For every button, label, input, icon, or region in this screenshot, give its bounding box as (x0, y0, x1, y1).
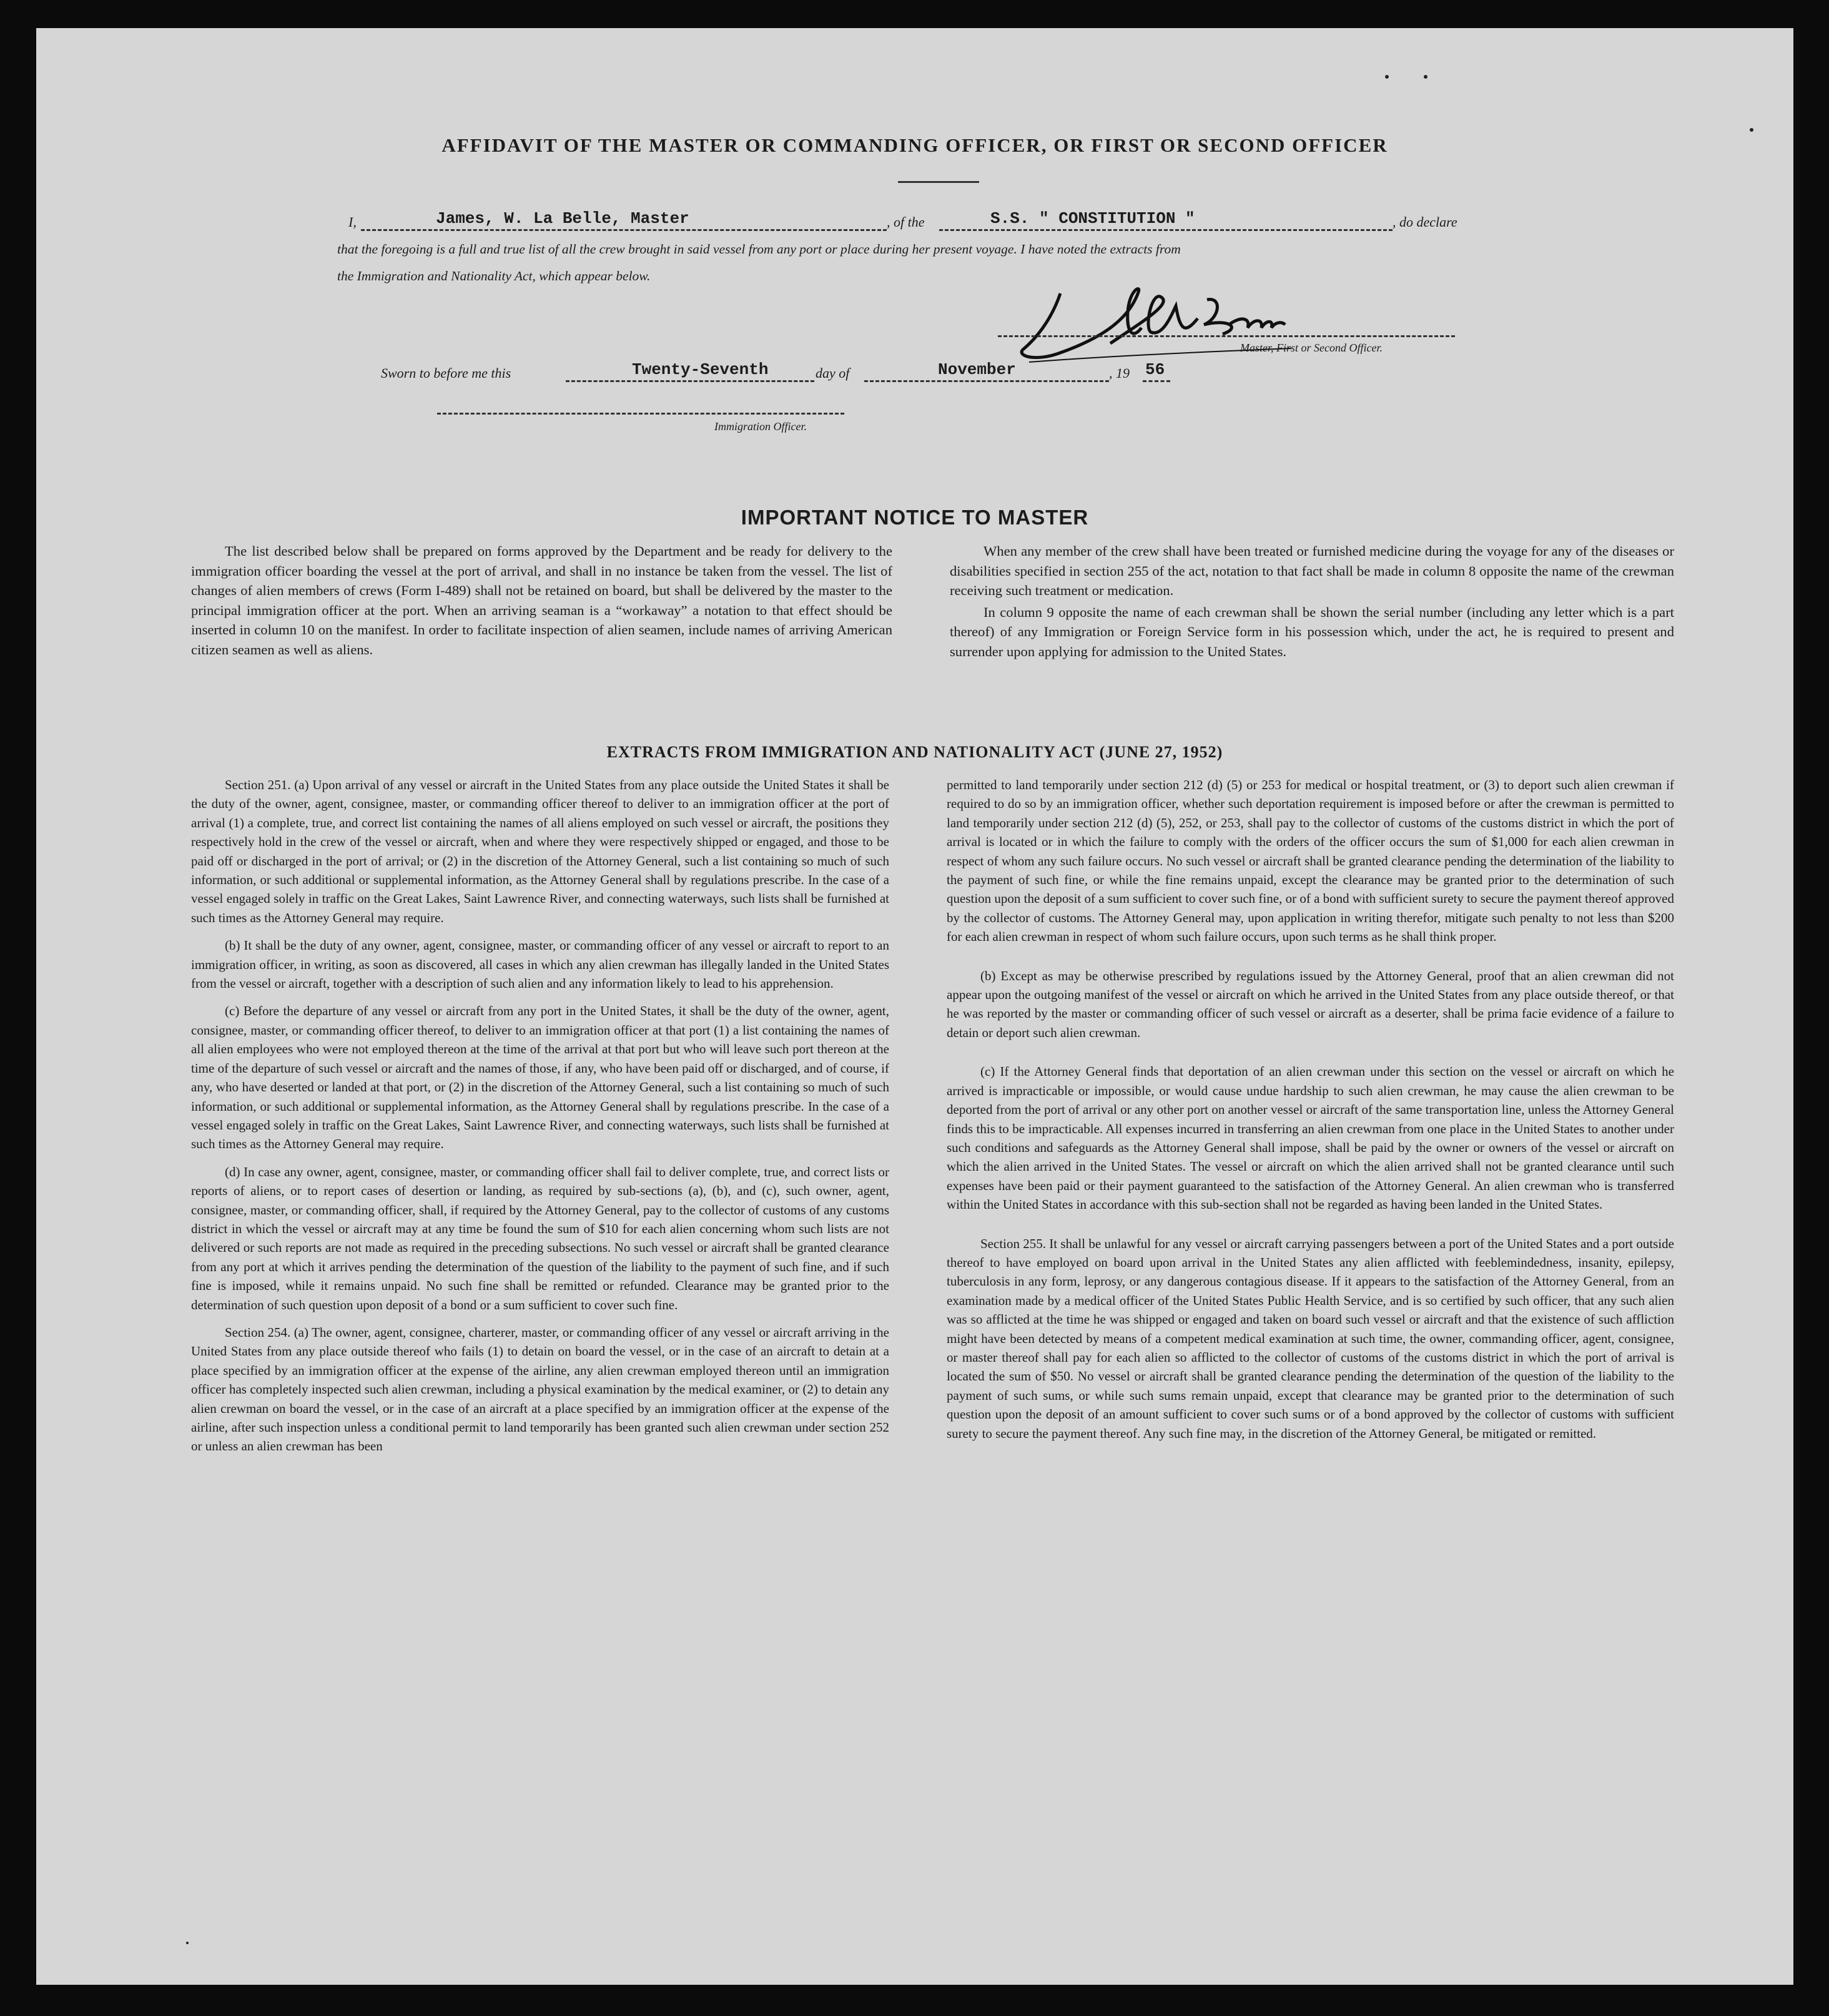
vessel-name: S.S. " CONSTITUTION " (990, 209, 1195, 228)
master-signature-line (998, 335, 1455, 337)
section-254c: (c) If the Attorney General finds that deportation of an alien crewman under this section on the vessel or aircraft on which he arrived is impracticable or impossible, or would cause undue hardship to such alien crewman, he may cause the alien crewman to be deported from the port of arrival or any other port on another vessel or aircraft of the same transportation line, unless the Attorney General finds this to be impracticable. All expenses incurred in transferring an alien crewman from one place in the United States to another under such conditions and safeguards as the Attorney General shall impose, shall be paid by the owner or owners of the vessel or aircraft on which the alien arrived in the United States. The vessel or aircraft on which the alien arrived shall not be granted clearance until such expenses have been paid or their payment guaranteed to the satisfaction of the Attorney General. An alien crewman who is transferred within the United States in accordance with this sub-section shall not be regarded as having been landed in the United States. (947, 1064, 1674, 1212)
document-page (36, 28, 1793, 1985)
notice-right-paragraph-2: In column 9 opposite the name of each crewman shall be shown the serial number (including any letter which is a part thereof) of any Immigration or Foreign Service form in his possession which, under the act, he is required to present and surrender upon applying for admission to the United States. (950, 604, 1674, 659)
extracts-right-column (947, 775, 1674, 1452)
affidavit-title: AFFIDAVIT OF THE MASTER OR COMMANDING OFFICER, OR FIRST OR SECOND OFFICER (441, 134, 1388, 156)
section-251a: Section 251. (a) Upon arrival of any vessel or aircraft in the United States from any place outside the United States it shall be the duty of the owner, agent, consignee, master, or commanding officer thereof to deliver to an immigration officer at the port of arrival (1) a complete, true, and correct list containing the names of all aliens employed on such vessel or aircraft, the positions they respectively hold in the crew of the vessel or aircraft, when and where they were respectively shipped or engaged, and those to be paid off or discharged in the port of arrival; or (2) in the discretion of the Attorney General, such a list containing so much of such information, or such additional or supplemental information, as the Attorney General shall by regulations prescribe. In the case of a vessel engaged solely in traffic on the Great Lakes, Saint Lawrence River, and connecting waterways, such lists shall be furnished at such times as the Attorney General may require. (191, 777, 889, 925)
immigration-officer-caption: Immigration Officer. (714, 420, 807, 433)
section-251d: (d) In case any owner, agent, consignee, master, or commanding officer shall fail to deliver complete, true, and correct lists or reports of aliens, or to report cases of desertion or landing, as required by sub-sections (a), (b), and (c), such owner, agent, consignee, master, or commanding officer, shall, if required by the Attorney General, pay to the collector of customs of any customs district in which the vessel or aircraft may at any time be found the sum of $10 for each alien concerning whom such lists are not delivered or such reports are not made as required in the preceding subsections. No such vessel or aircraft shall be granted clearance from any port at which it arrives pending the determination of the question of the liability to the payment of such fine, and if such fine is imposed, while it remains unpaid. No such fine shall be remitted or refunded. Clearance may be granted prior to the determination of such question upon deposit of a bond or a sum sufficient to cover such fine. (191, 1164, 889, 1312)
sworn-month: November (938, 360, 1016, 379)
sworn-month-line (864, 380, 1109, 382)
section-251b: (b) It shall be the duty of any owner, agent, consignee, master, or commanding officer of any vessel or aircraft to report to an immigration officer, in writing, as soon as discovered, all cases in which any alien crewman has illegally landed in the United States from the vessel or aircraft, together with a description of such alien and any information likely to lead to his apprehension. (191, 938, 889, 991)
year-line (1143, 380, 1170, 382)
master-name: James, W. La Belle, Master (436, 209, 689, 228)
section-251c: (c) Before the departure of any vessel or aircraft from any port in the United States, it shall be the duty of the owner, agent, consignee, master, or commanding officer thereof, to deliver to an immigration officer at that port (1) a list containing the names of all alien employees who were not employed thereon at the time of the arrival at that port but who will leave such port thereon at the time of the departure of such vessel or aircraft and the names of those, if any, who have been paid off or discharged, and of course, if any, who have deserted or landed at that port, or (2) in the discretion of the Attorney General, such a list containing so much of such information, or such additional or supplemental information, as the Attorney General shall by regulations prescribe. In the case of a vessel engaged solely in traffic on the Great Lakes, Saint Lawrence River, and connecting waterways, such lists shall be furnished at such times as the Attorney General may require. (191, 1003, 889, 1152)
sworn-prefix: Sworn to before me this (381, 365, 511, 381)
immigration-officer-line (437, 413, 844, 415)
title-underline (898, 181, 979, 183)
notice-left-column (191, 541, 892, 662)
vessel-name-line (939, 229, 1393, 231)
scan-speck (1750, 128, 1753, 132)
section-254b: (b) Except as may be otherwise prescribed by regulations issued by the Attorney General, proof that an alien crewman did not appear upon the outgoing manifest of the vessel or aircraft on which he arrived in the United States from any place outside thereof, or that he was reported by the master or commanding officer of such vessel or aircraft as a deserter, shall be prima facie evidence of a failure to detain or deport such alien crewman. (947, 968, 1674, 1040)
section-254a: Section 254. (a) The owner, agent, consignee, charterer, master, or commanding officer of any vessel or aircraft arriving in the United States from any place outside thereof who fails (1) to detain on board the vessel, or in the case of an aircraft to detain at a place specified by an immigration officer at the expense of the airline, any alien crewman employed thereon until an immigration officer has completely inspected such alien crewman, including a physical examination by the medical examiner, or (2) to detain any alien crewman on board the vessel, or in the case of an aircraft at a place specified by an immigration officer at the expense of the airline, after such inspection unless a conditional permit to land temporarily has been granted such alien crewman under section 252 or unless an alien crewman has been (191, 1324, 889, 1454)
extracts-title: EXTRACTS FROM IMMIGRATION AND NATIONALITY ACT (JUNE 27, 1952) (606, 743, 1223, 761)
day-of-label: day of (816, 365, 850, 381)
of-the-label: , of the (887, 214, 925, 230)
extracts-left-column (191, 775, 889, 1465)
notice-title: IMPORTANT NOTICE TO MASTER (741, 506, 1089, 529)
year-prefix: , 19 (1109, 365, 1130, 381)
do-declare-label: , do declare (1393, 214, 1457, 230)
notice-right-paragraph-1: When any member of the crew shall have been treated or furnished medicine during the voyage for any of the diseases or disabilities specified in section 255 of the act, notation to that fact shall be made in column 8 opposite the name of the crewman receiving such treatment or medication. (950, 543, 1674, 599)
sworn-day-line (566, 380, 814, 382)
scan-speck (1424, 75, 1427, 79)
master-caption: Master, First or Second Officer. (1240, 342, 1383, 354)
scan-speck (186, 1942, 189, 1944)
year-suffix: 56 (1145, 360, 1165, 379)
scan-speck (1385, 75, 1389, 79)
declaration-text-line2: the Immigration and Nationality Act, which appear below. (337, 268, 651, 283)
master-name-line (361, 229, 887, 231)
declaration-text-line1: that the foregoing is a full and true list of all the crew brought in said vessel from any port or place during her present voyage. I have noted the extracts from (337, 242, 1181, 257)
section-254a-continued: permitted to land temporarily under section 212 (d) (5) or 253 for medical or hospital treatment, or (3) to deport such alien crewman if required to do so by an immigration officer, whether such deportation requirement is imposed before or after the crewman is permitted to land temporarily under section 212 (d) (5), 252, or 253, shall pay to the collector of customs of the customs district in which the port of arrival is located or in which the failure to comply with the orders of the officer occurs the sum of $1,000 for each alien crewman in respect of whom any such failure occurs. No such vessel or aircraft shall be granted clearance pending the determination of the liability to the payment of such fine, or while the fine remains unpaid, except the clearance may be granted prior to the determination of such question upon the deposit of a sum sufficient to cover such fine, or of a bond with sufficient surety to secure the payment thereof approved by the collector of customs. The Attorney General may, upon application in writing therefor, mitigate such penalty to not less than $200 for each alien crewman in respect of whom such failure occurs, upon such terms as he shall think proper. (947, 777, 1674, 945)
declaration-prefix: I, (348, 214, 357, 230)
sworn-day: Twenty-Seventh (632, 360, 769, 379)
notice-right-column (950, 541, 1674, 664)
section-255: Section 255. It shall be unlawful for any vessel or aircraft carrying passengers between a port of the United States and a port outside thereof to have employed on board upon arrival in the United States any alien afflicted with feeblemindedness, insanity, epilepsy, tuberculosis in any form, leprosy, or any dangerous contagious disease. If it appears to the satisfaction of the Attorney General, from an examination made by a medical officer of the United States Public Health Service, and is so certified by such officer, that any such alien was so afflicted at the time he was shipped or engaged and taken on board such vessel or aircraft and that the existence of such affliction might have been detected by means of a competent medical examination at such time, the owner, commanding officer, agent, consignee, or master thereof shall pay for each alien so afflicted to the collector of customs of the customs district in which the port of arrival is located the sum of $50. No vessel or aircraft shall be granted clearance pending the determination of the question of the liability to the payment of such sums, or while such sums remain unpaid, except that clearance may be granted prior to the determination of such question upon the deposit of an amount sufficient to cover such sums or of a bond approved by the collector of customs with sufficient surety to secure the payment thereof. Any such fine may, in the discretion of the Attorney General, be mitigated or remitted. (947, 1236, 1674, 1441)
notice-left-paragraph: The list described below shall be prepared on forms approved by the Department and be ready for delivery to the immigration officer boarding the vessel at the port of arrival, and shall in no instance be taken from the vessel. The list of changes of alien members of crews (Form I-489) shall not be retained on board, but shall be delivered by the master to the principal immigration officer at the port. When an arriving seaman is a “workaway” a notation to that effect should be inserted in column 10 on the manifest. In order to facilitate inspection of alien seamen, include names of arriving American citizen seamen as well as aliens. (191, 543, 892, 657)
